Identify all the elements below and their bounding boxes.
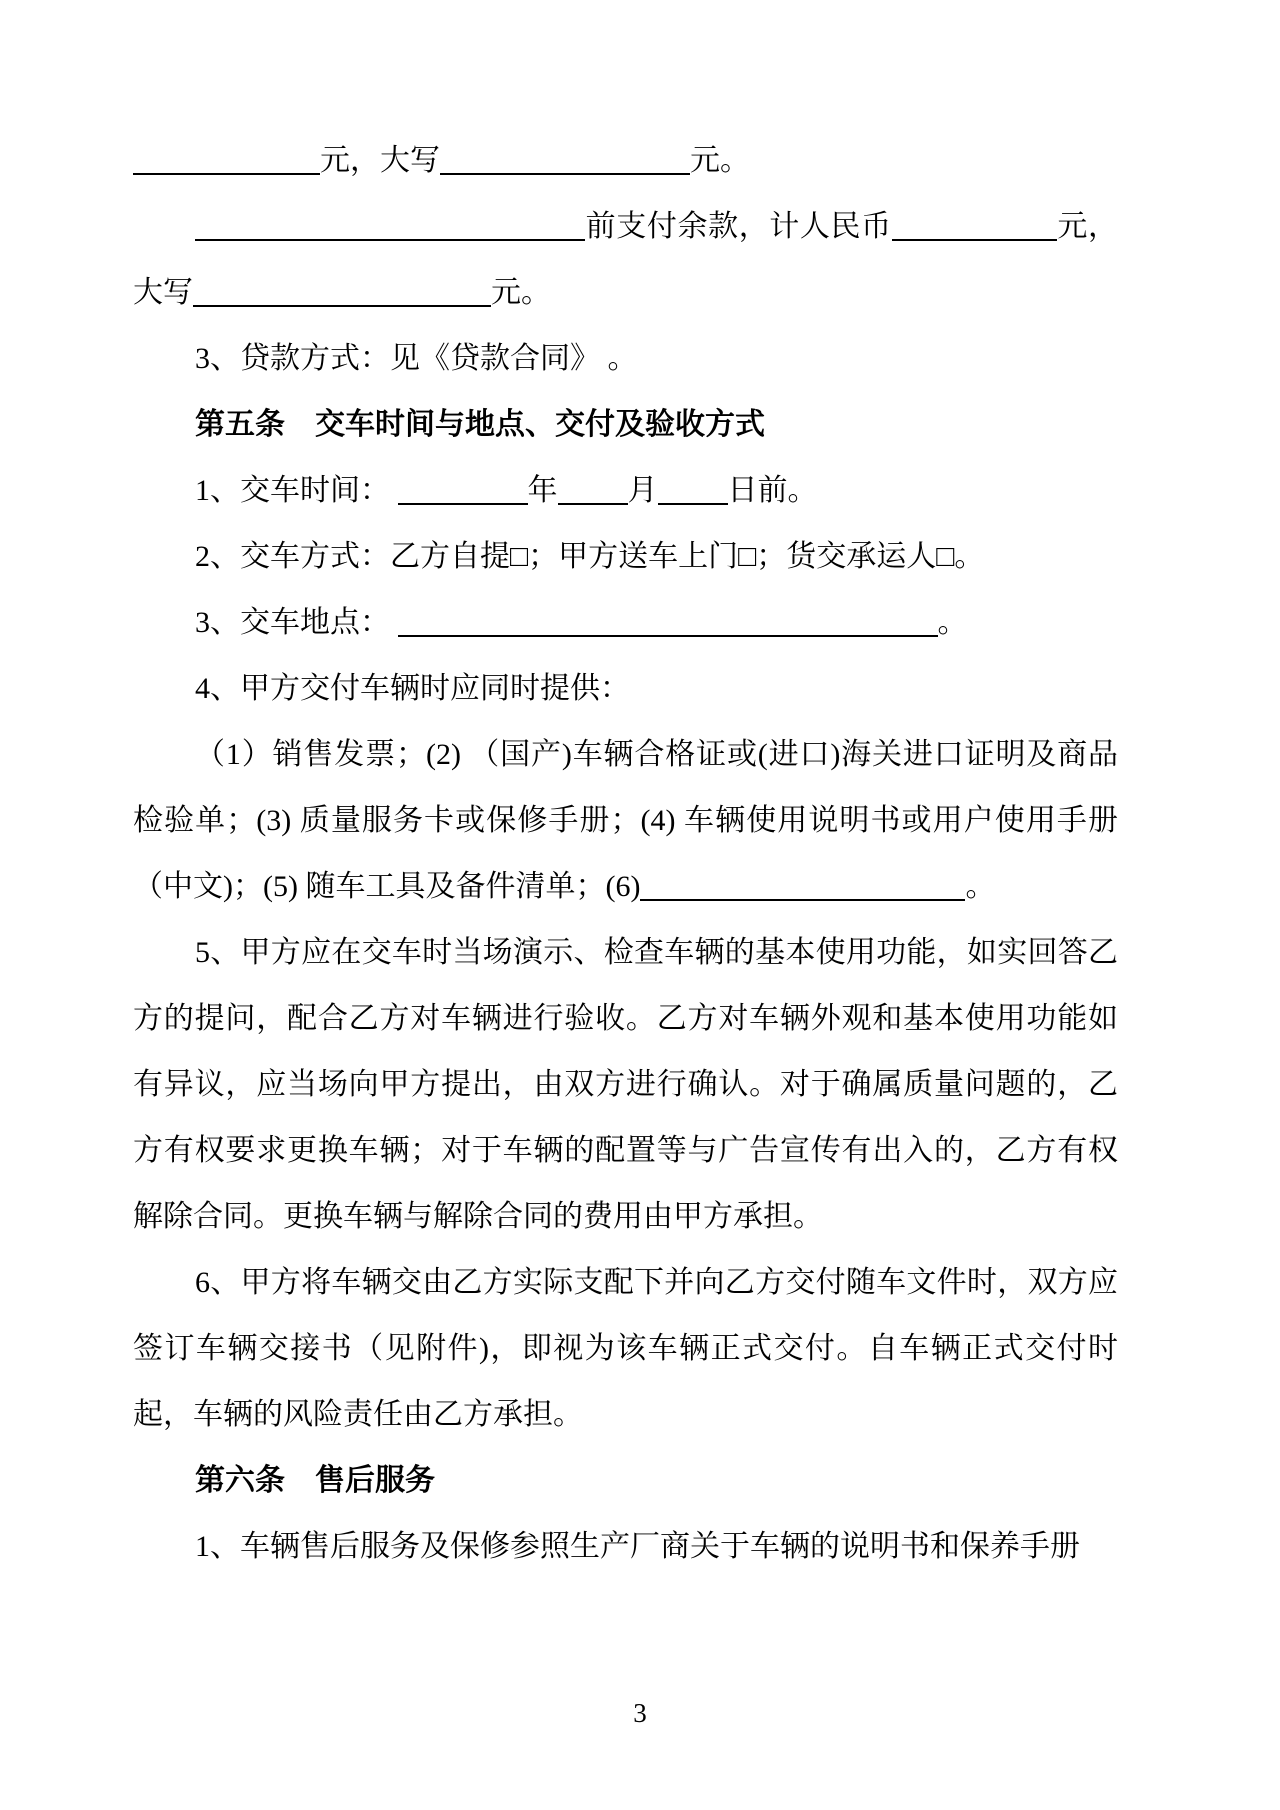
blank-field (658, 499, 728, 505)
section-heading (133, 392, 1118, 458)
text-run: 3、交车地点： (195, 606, 398, 639)
section-heading (133, 1448, 1118, 1514)
blank-field (398, 631, 938, 637)
paragraph (133, 458, 1118, 524)
text-run: 5、甲方应在交车时当场演示、检查车辆的基本使用功能，如实回答乙方的提问，配合乙方对车辆进行验收。乙方对车辆外观和基本使用功能如有异议，应当场向甲方提出，由双方进行确认。对于确属质量问题的，乙方有权要求更换车辆；对于车辆的配置等与广告宣传有出入的，乙方有权解除合同。更换车辆与解除合同的费用由甲方承担。 (133, 936, 1118, 1233)
paragraph (133, 656, 1118, 722)
text-run: 年 (527, 474, 558, 507)
text-run: 第五条 交车时间与地点、交付及验收方式 (195, 408, 765, 441)
text-run: 4、甲方交付车辆时应同时提供： (195, 672, 630, 705)
text-run: 。 (937, 606, 968, 639)
paragraph (133, 128, 1118, 194)
paragraph (133, 920, 1118, 1250)
paragraph (133, 326, 1118, 392)
text-run: 。 (965, 870, 996, 903)
text-run: 6、甲方将车辆交由乙方实际支配下并向乙方交付随车文件时，双方应签订车辆交接书（见附件)，即视为该车辆正式交付。自车辆正式交付时起，车辆的风险责任由乙方承担。 (133, 1266, 1118, 1431)
paragraph (133, 524, 1118, 590)
blank-field (193, 301, 491, 307)
paragraph (133, 1514, 1118, 1580)
text-run: 元，大写 (320, 144, 440, 177)
paragraph (133, 194, 1118, 326)
text-run: 元，大写 (133, 210, 1119, 309)
text-run: 1、车辆售后服务及保修参照生产厂商关于车辆的说明书和保养手册 (195, 1530, 1080, 1563)
text-run: 月 (627, 474, 658, 507)
blank-field (558, 499, 628, 505)
paragraph (133, 1250, 1118, 1448)
paragraph (133, 722, 1118, 920)
text-run: 日前。 (727, 474, 818, 507)
document-body (133, 128, 1118, 1580)
blank-field (398, 499, 528, 505)
text-run: 2、交车方式：乙方自提□；甲方送车上门□；货交承运人□。 (195, 540, 985, 573)
text-run: 第六条 售后服务 (195, 1464, 435, 1497)
text-run: 3、贷款方式：见《贷款合同》 。 (195, 342, 638, 375)
text-run: 元。 (690, 144, 750, 177)
blank-field (892, 235, 1057, 241)
blank-field (133, 169, 320, 175)
paragraph (133, 590, 1118, 656)
text-run: 元。 (491, 276, 551, 309)
blank-field (640, 895, 965, 901)
text-run: 前支付余款，计人民币 (585, 210, 892, 243)
text-run: 1、交车时间： (195, 474, 398, 507)
blank-field (440, 169, 690, 175)
page-number: 3 (633, 1698, 647, 1728)
text-run: （1）销售发票；(2) （国产)车辆合格证或(进口)海关进口证明及商品检验单；(3) 质量服务卡或保修手册；(4) 车辆使用说明书或用户使用手册（中文)；(5) 随车工具及备件清单；(6) (133, 738, 1118, 903)
blank-field (195, 235, 585, 241)
